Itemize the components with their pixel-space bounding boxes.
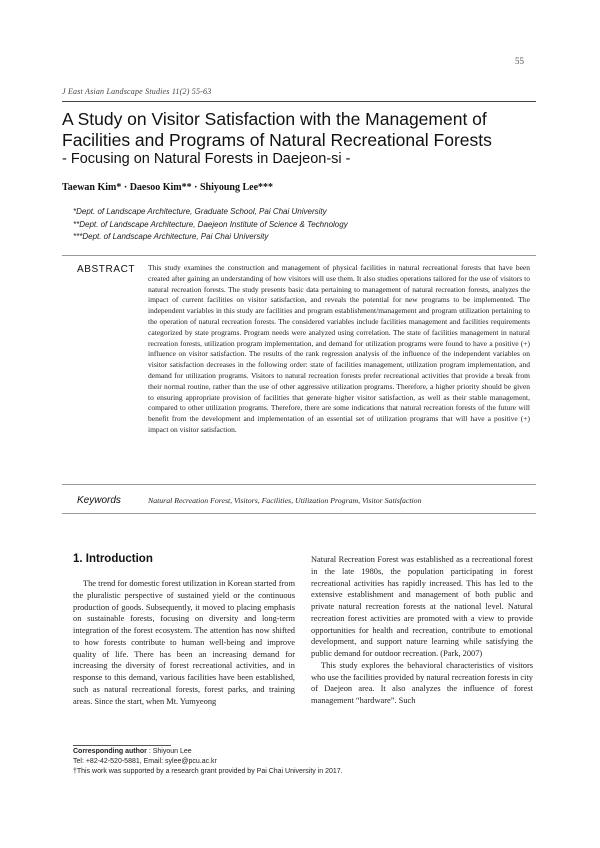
journal-citation: J East Asian Landscape Studies 11(2) 55-63	[62, 87, 212, 96]
affiliation-list	[73, 206, 348, 244]
affiliation-item: *Dept. of Landscape Architecture, Graduate School, Pai Chai University	[73, 207, 327, 216]
keywords-text: Natural Recreation Forest, Visitors, Facilities, Utilization Program, Visitor Satisfaction	[148, 496, 422, 505]
funding-note: †This work was supported by a research grant provided by Pai Chai University in 2017.	[73, 768, 343, 775]
abstract-label: ABSTRACT	[77, 264, 136, 275]
affiliation-item: **Dept. of Landscape Architecture, Daejeon Institute of Science & Technology	[73, 219, 348, 229]
header-divider	[62, 101, 536, 102]
body-column-right	[311, 554, 533, 707]
abstract-text: This study examines the construction and management of physical facilities in natural recreational forests that have been created after gaining an understanding of how visitors will use them. It also studies operations tailored for the use of visitors to natural recreation forests. The study presents basic data pertaining to management of natural recreation forests, analyzes the impact of current facilities on visitor satisfaction, and reveals the potential for new programs to be implemented. The independent variables in this study are facilities and program establishment/management and program utilization pertaining to the operation of natural recreation forests. The considered variables include facilities management and facilities requirements categorized by state programs. Program needs were analyzed using correlation. The state of facilities management in natural recreation forests, utilization program implementation, and demand for utilization programs were found to have a positive (+) influence on visitor satisfaction. The results of the rank regression analysis of the influence of the independent variables on visitor satisfaction decreases in the following order: state of facilities management, utilization program implementation, and demand for utilization programs. Visitors to natural recreation forests prefer recreational activities that provide a break from their normal routine, rather than the use of other aggressive utilization programs. Therefore, a higher priority should be given to ensuring appropriate provision of facilities that generate higher visitor satisfaction, as well as their stable management, compared to other utilization programs. Therefore, there are some indications that natural recreation forests of the future will benefit from the development and implementation of an essential set of utilization programs that will have a positive (+) impact on visitor satisfaction.	[148, 263, 530, 434]
paper-title: A Study on Visitor Satisfaction with the Management of Facilities and Programs of Natural Recreational Forests	[62, 109, 492, 150]
author-list: Taewan Kim* · Daesoo Kim** · Shiyoung Lee***	[62, 182, 274, 193]
keywords-label: Keywords	[77, 495, 121, 506]
abstract-divider	[62, 255, 536, 256]
page-number: 55	[515, 56, 524, 66]
corresponding-author-name: : Shiyoun Lee	[148, 748, 192, 755]
body-column-left: The trend for domestic forest utilization in Korean started from the pluralistic perspective of sustained yield or the continuous production of goods. Subsequently, it moved to placing emphasis on sustainable forests, focusing on diversity and long-term integration of the forest ecosystem. The attention has now shifted to how forests contribute to human well-being and improve quality of life. There has been an increasing demand for increasing the diversity of forest recreational activities, and in response to this demand, various facilities have been established, such as natural recreational forests, forest parks, and training areas. Since the start, when Mt. Yumyeong	[73, 579, 295, 706]
footnote-divider	[73, 745, 171, 746]
body-paragraph: This study explores the behavioral characteristics of visitors who use the facilities provided by natural recreation forests in city of Daejeon area. It also analyzes the influence of forest management “hardware”. Such	[311, 660, 533, 705]
contact-info: Tel: +82-42-520-5881, Email: sylee@pcu.ac.kr	[73, 758, 217, 765]
corresponding-author-label: Corresponding author	[73, 748, 147, 755]
body-paragraph: Natural Recreation Forest was established as a recreational forest in the late 1980s, the population participating in forest recreational activities has rapidly increased. This has led to the extensive establishment and management of both public and private natural recreation forests at the national level. Natural recreation forest activities are promoted with a view to provide opportunities for health and recreation, contribute to emotional development, and support nature learning while satisfying the public demand for outdoor recreation. (Park, 2007)	[311, 555, 533, 658]
paper-subtitle: - Focusing on Natural Forests in Daejeon-si -	[62, 151, 351, 167]
affiliation-item: ***Dept. of Landscape Architecture, Pai Chai University	[73, 232, 269, 241]
keywords-top-divider	[62, 484, 536, 485]
section-heading: 1. Introduction	[73, 553, 153, 565]
corresponding-author	[73, 748, 192, 755]
keywords-bottom-divider	[62, 513, 536, 514]
